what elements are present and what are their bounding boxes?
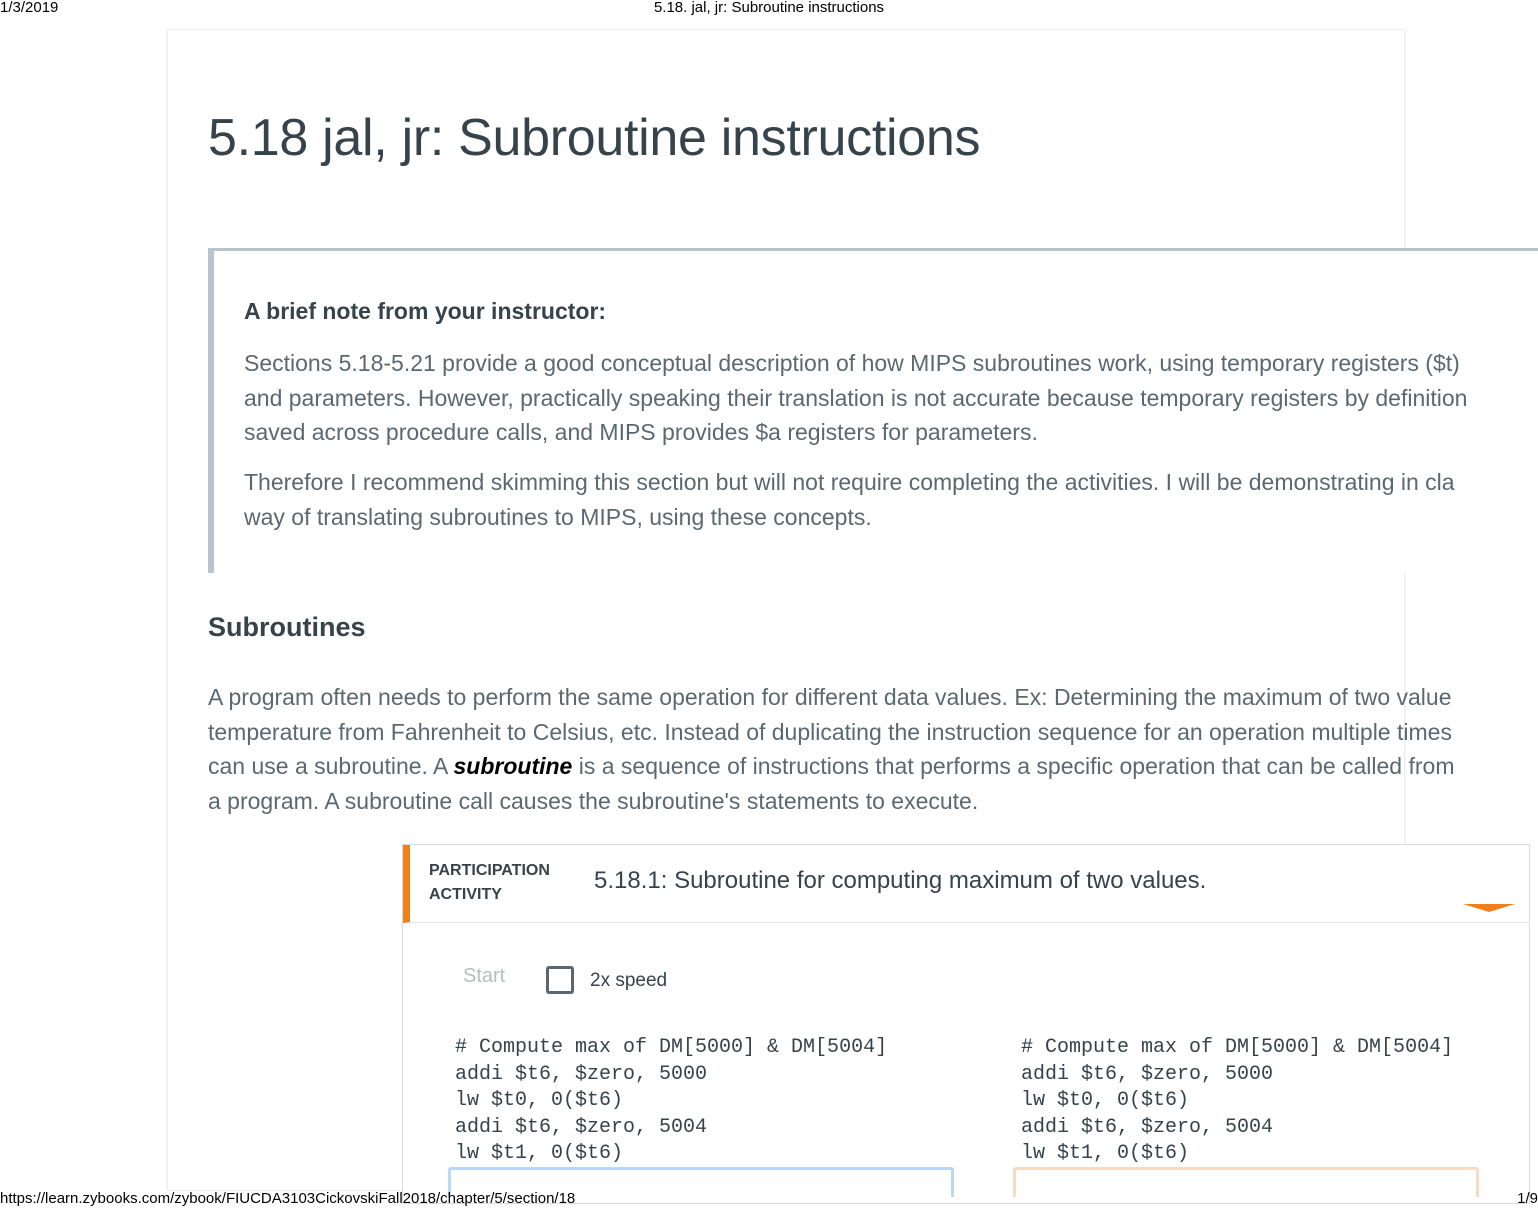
activity-kind-line: PARTICIPATION — [429, 862, 550, 879]
code-line: addi $t6, $zero, 5004 — [455, 1115, 708, 1139]
paragraph-line: is a sequence of instructions that performs a specific operation that can be called from — [572, 753, 1455, 779]
code-line: lw $t0, 0($t6) — [1021, 1089, 1190, 1112]
print-footer — [0, 1191, 1538, 1207]
paragraph-line: can use a subroutine. A — [208, 753, 454, 779]
note-paragraph-1 — [244, 346, 1538, 450]
instructor-note — [208, 248, 1538, 573]
note-heading: A brief note from your instructor: — [244, 298, 607, 324]
paragraph-line: a program. A subroutine call causes the subroutine's statements to execute. — [208, 787, 979, 814]
participation-activity — [402, 844, 1530, 1204]
collapse-arrow-icon[interactable] — [1463, 904, 1515, 912]
activity-header[interactable] — [403, 845, 1529, 923]
activity-title: 5.18.1: Subroutine for computing maximum of two values. — [594, 867, 1207, 894]
speed-checkbox[interactable] — [546, 966, 574, 994]
code-block-right — [1021, 1035, 1453, 1168]
code-block-left — [455, 1035, 887, 1168]
speed-label: 2x speed — [590, 970, 668, 991]
code-line: # Compute max of DM[5000] & DM[5004] — [1021, 1036, 1454, 1059]
print-page-number: 1/9 — [1517, 1190, 1538, 1207]
code-line: addi $t6, $zero, 5000 — [455, 1062, 708, 1086]
note-p2-line: Therefore I recommend skimming this section but will not require completing the activities. I will be demonstrating in cla — [244, 469, 1455, 495]
note-p1-line: and parameters. However, practically speaking their translation is not accurate because temporary registers by definition — [244, 384, 1468, 411]
paragraph-line: temperature from Fahrenheit to Celsius, etc. Instead of duplicating the instruction sequence for an operation multiple times — [208, 718, 1452, 745]
page-title: 5.18 jal, jr: Subroutine instructions — [208, 109, 981, 167]
note-p1-line: Sections 5.18-5.21 provide a good conceptual description of how MIPS subroutines work, using temporary registers ($t) — [244, 350, 1460, 376]
note-p2-line: way of translating subroutines to MIPS, using these concepts. — [244, 503, 872, 530]
note-paragraph-2 — [244, 465, 1538, 534]
print-title: 5.18. jal, jr: Subroutine instructions — [653, 0, 885, 16]
subroutine-term: subroutine — [453, 753, 573, 779]
print-header — [0, 0, 1538, 16]
activity-kind — [429, 859, 569, 907]
subroutines-paragraph — [208, 680, 1538, 818]
start-button[interactable]: Start — [463, 965, 506, 987]
code-line: addi $t6, $zero, 5000 — [1021, 1062, 1274, 1086]
code-line: addi $t6, $zero, 5004 — [1021, 1115, 1274, 1139]
print-date: 1/3/2019 — [0, 0, 59, 16]
subroutines-heading: Subroutines — [208, 612, 366, 642]
note-p1-line: saved across procedure calls, and MIPS provides $a registers for parameters. — [244, 419, 1038, 445]
code-line: lw $t1, 0($t6) — [1021, 1142, 1190, 1165]
code-line: # Compute max of DM[5000] & DM[5004] — [455, 1036, 888, 1059]
paragraph-line: A program often needs to perform the same operation for different data values. Ex: Determining the maximum of two value — [208, 684, 1452, 710]
print-url: https://learn.zybooks.com/zybook/FIUCDA3103CickovskiFall2018/chapter/5/section/18 — [0, 1190, 576, 1207]
code-line: lw $t1, 0($t6) — [455, 1142, 624, 1165]
activity-kind-line: ACTIVITY — [429, 886, 502, 903]
code-line: lw $t0, 0($t6) — [455, 1089, 624, 1112]
